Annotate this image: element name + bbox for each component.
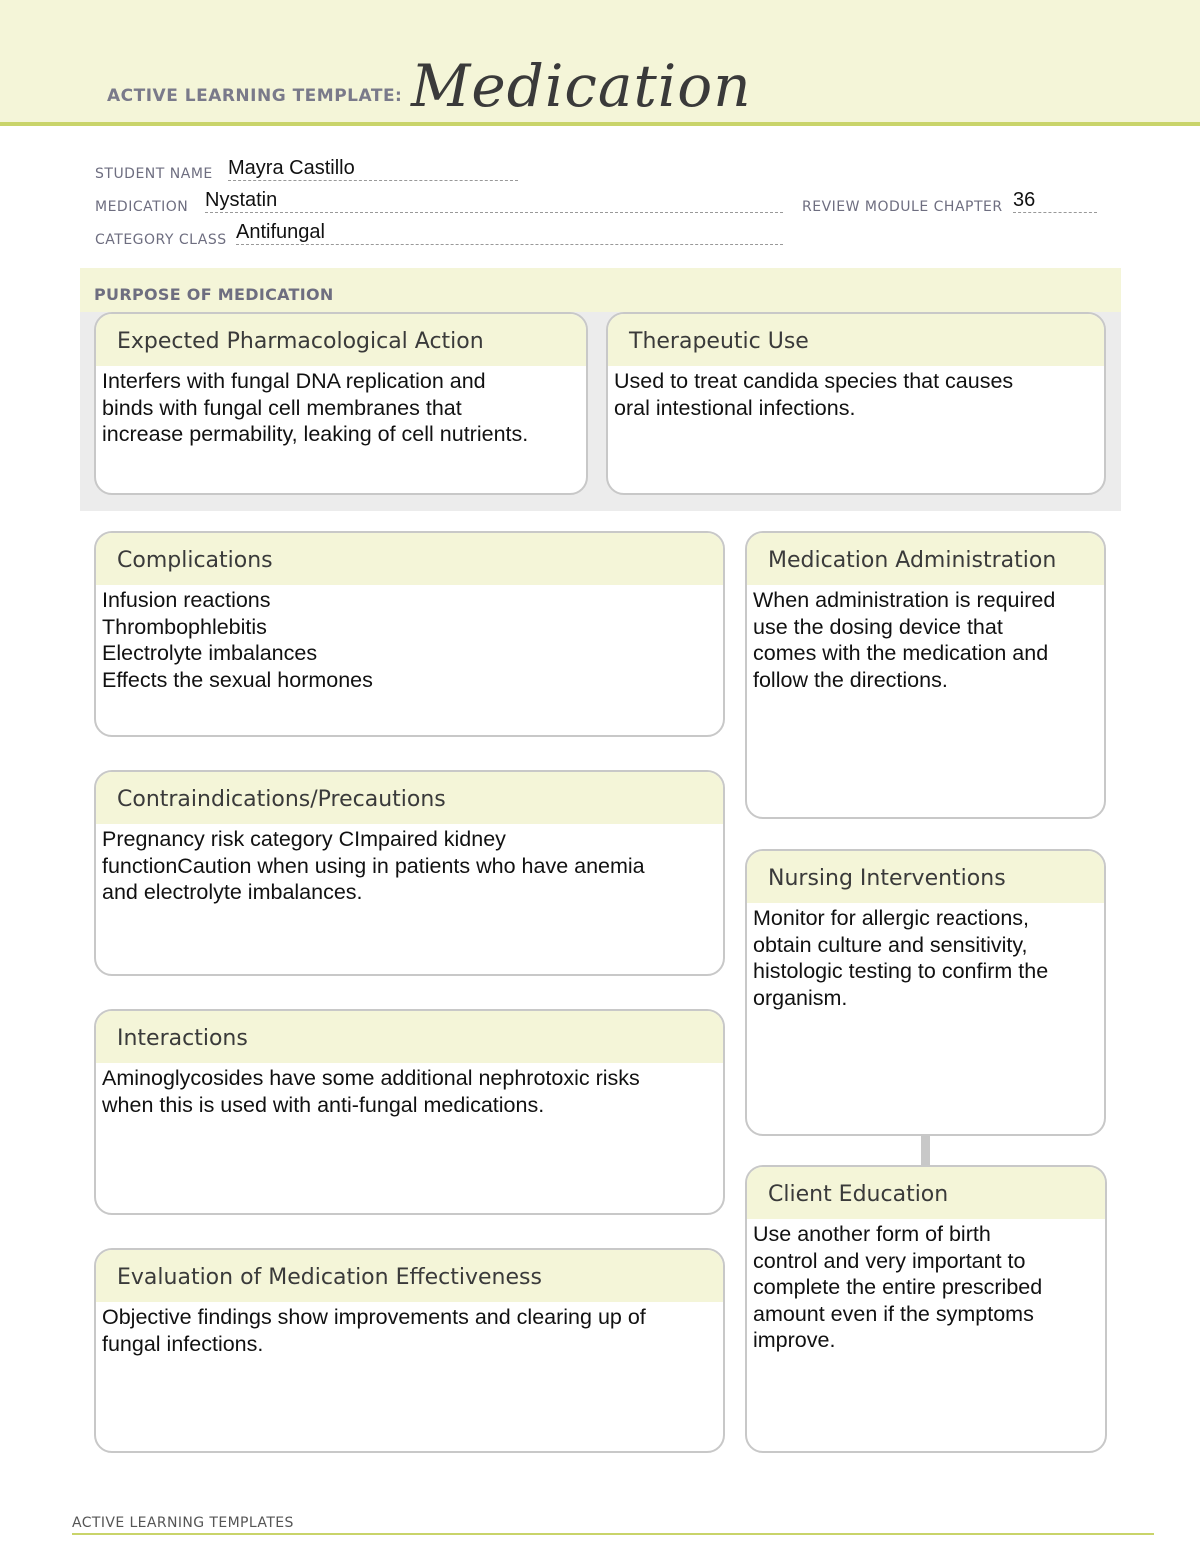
contraindications-text[interactable]: Pregnancy risk category CImpaired kidney functionCaution when using in patients who have anemia and electrolyte imbalances. [102, 827, 645, 904]
therapeutic-use-card [606, 312, 1106, 495]
medication-administration-text[interactable]: When administration is required use the dosing device that comes with the medication and follow the directions. [753, 588, 1056, 692]
footer-label: ACTIVE LEARNING TEMPLATES [72, 1515, 294, 1531]
page-title: Medication [411, 52, 752, 120]
evaluation-heading: Evaluation of Medication Effectiveness [96, 1250, 723, 1302]
purpose-title: PURPOSE OF MEDICATION [94, 285, 334, 304]
student-name-field[interactable]: Mayra Castillo [228, 156, 518, 181]
medication-field[interactable]: Nystatin [205, 188, 783, 213]
client-education-card [745, 1165, 1107, 1453]
nursing-interventions-card [745, 849, 1106, 1136]
interactions-heading: Interactions [96, 1011, 723, 1063]
client-education-heading: Client Education [747, 1167, 1105, 1219]
interactions-text[interactable]: Aminoglycosides have some additional nephrotoxic risks when this is used with anti-fungal medications. [102, 1066, 640, 1117]
expected-action-heading: Expected Pharmacological Action [96, 314, 586, 366]
footer-divider [72, 1533, 1154, 1535]
contraindications-card [94, 770, 725, 976]
expected-action-text[interactable]: Interfers with fungal DNA replication and binds with fungal cell membranes that increase permability, leaking of cell nutrients. [102, 369, 529, 446]
interactions-card [94, 1009, 725, 1215]
medication-administration-card [745, 531, 1106, 819]
category-class-label: CATEGORY CLASS [95, 232, 227, 248]
expected-action-card [94, 312, 588, 495]
category-class-field[interactable]: Antifungal [236, 220, 783, 245]
complications-text[interactable]: Infusion reactions Thrombophlebitis Electrolyte imbalances Effects the sexual hormones [102, 588, 373, 692]
complications-card [94, 531, 725, 737]
complications-heading: Complications [96, 533, 723, 585]
contraindications-heading: Contraindications/Precautions [96, 772, 723, 824]
connector-bar [921, 1134, 930, 1166]
client-education-text[interactable]: Use another form of birth control and very important to complete the entire prescribed amount even if the symptoms improve. [753, 1222, 1043, 1352]
review-module-field[interactable]: 36 [1013, 188, 1097, 213]
therapeutic-use-heading: Therapeutic Use [608, 314, 1104, 366]
student-name-label: STUDENT NAME [95, 166, 213, 182]
template-label: ACTIVE LEARNING TEMPLATE: [107, 86, 403, 106]
nursing-interventions-heading: Nursing Interventions [747, 851, 1104, 903]
medication-administration-heading: Medication Administration [747, 533, 1104, 585]
medication-label: MEDICATION [95, 199, 189, 215]
nursing-interventions-text[interactable]: Monitor for allergic reactions, obtain culture and sensitivity, histologic testing to confirm the organism. [753, 906, 1049, 1010]
evaluation-text[interactable]: Objective findings show improvements and clearing up of fungal infections. [102, 1305, 646, 1356]
therapeutic-use-text[interactable]: Used to treat candida species that causes oral intestional infections. [614, 369, 1014, 420]
evaluation-card [94, 1248, 725, 1453]
header-divider [0, 122, 1200, 126]
review-module-label: REVIEW MODULE CHAPTER [802, 199, 1003, 215]
